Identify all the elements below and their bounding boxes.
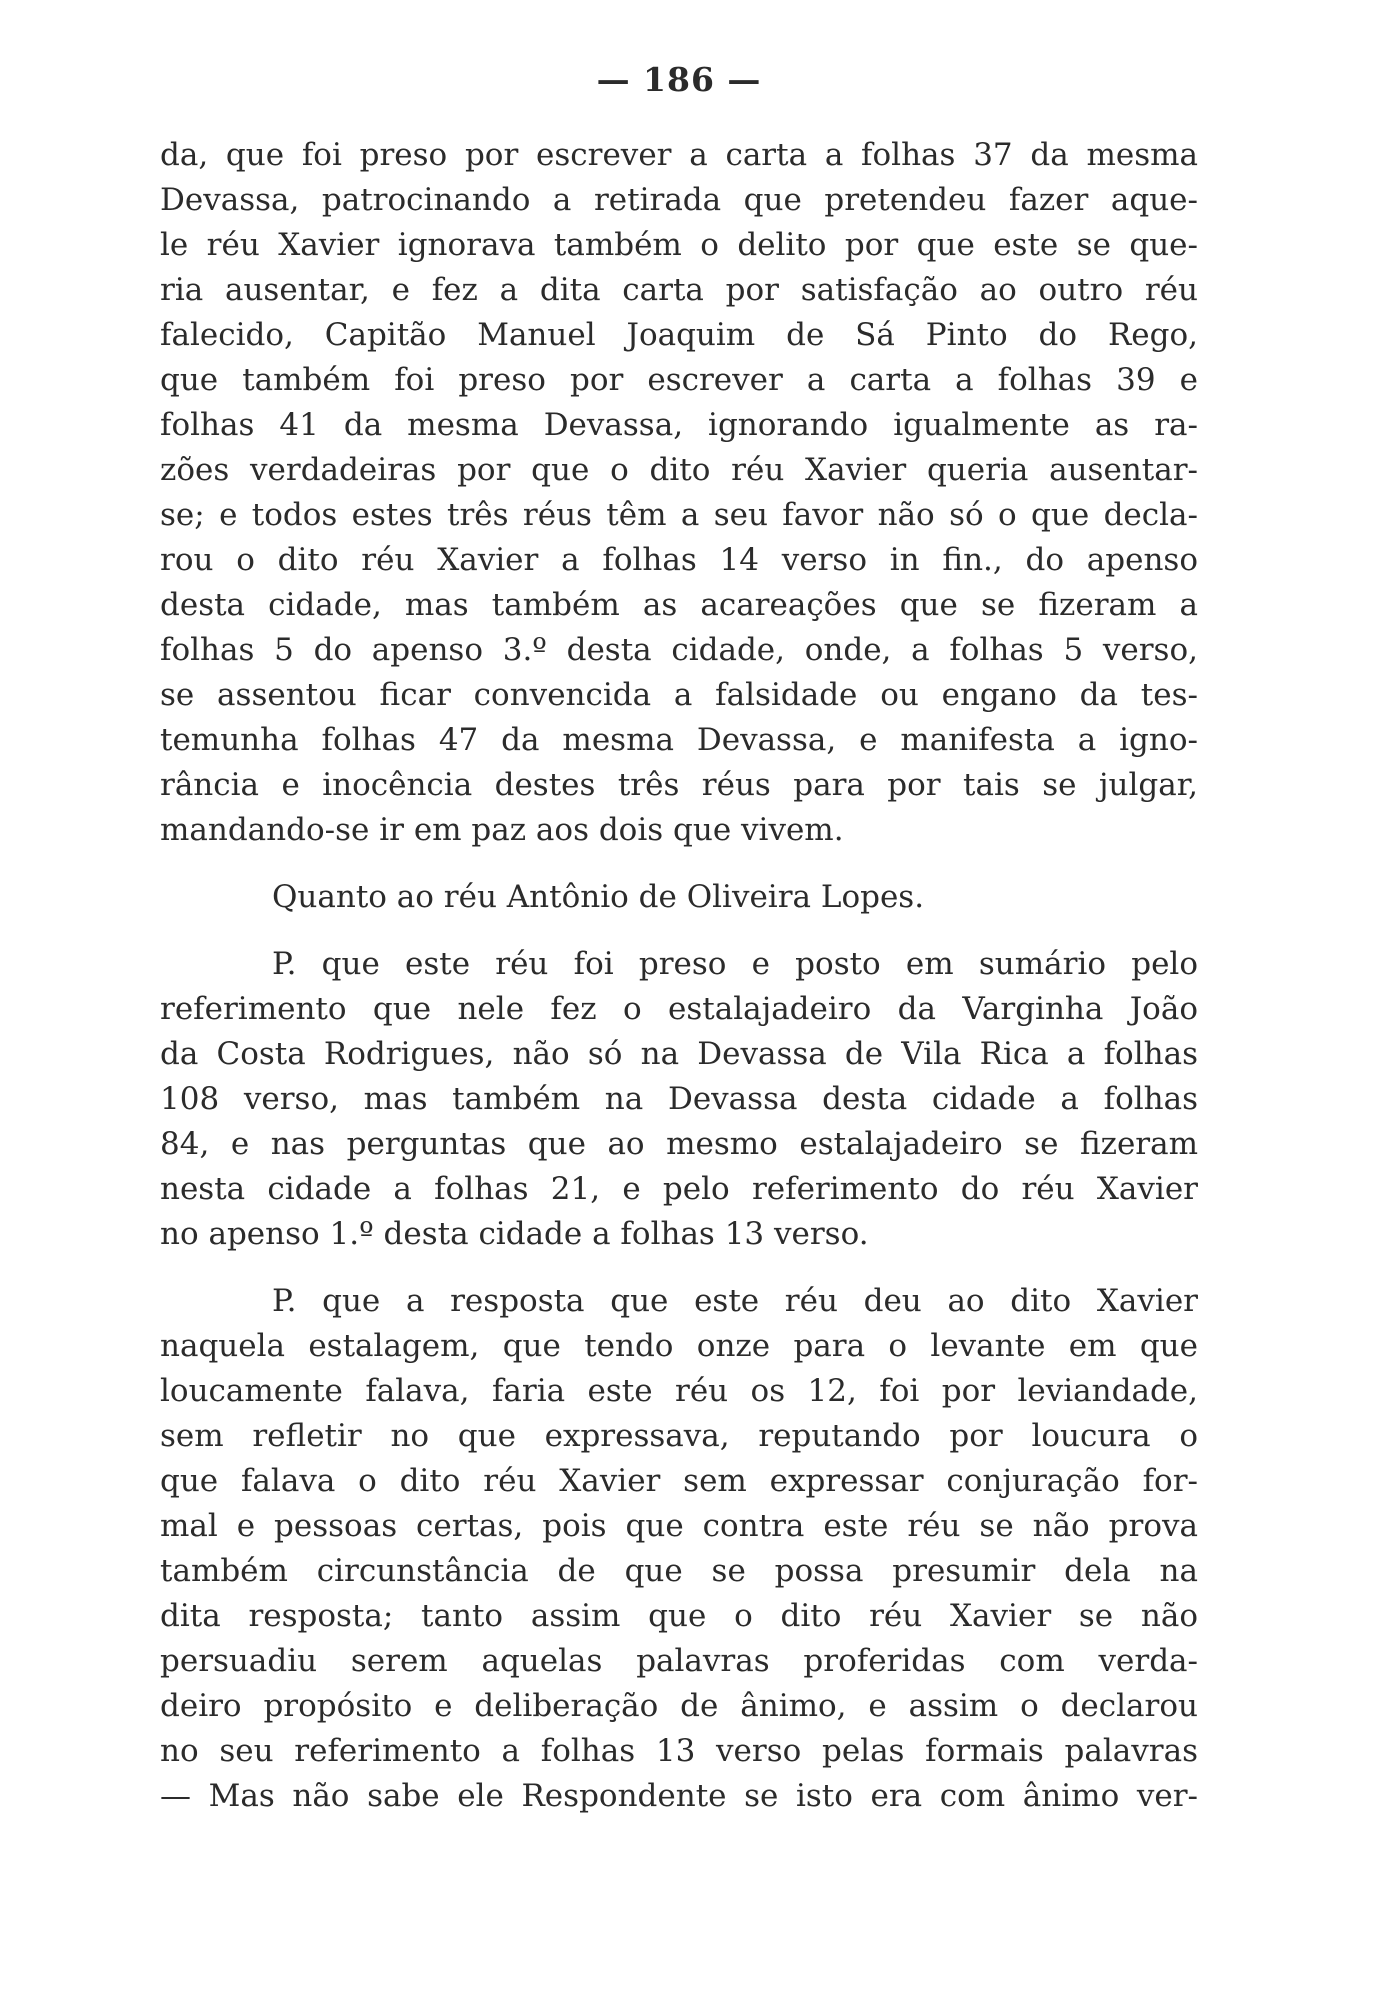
text-line: temunha folhas 47 da mesma Devassa, e manifesta a igno- xyxy=(160,722,1198,758)
text-line: mal e pessoas certas, pois que contra este réu se não prova xyxy=(160,1508,1198,1544)
paragraph xyxy=(160,1279,1198,1819)
text-line: 84, e nas perguntas que ao mesmo estalajadeiro se fizeram xyxy=(160,1126,1198,1162)
text-line: persuadiu serem aquelas palavras proferidas com verda- xyxy=(160,1643,1198,1679)
text-line: le réu Xavier ignorava também o delito por que este se que- xyxy=(160,227,1198,263)
text-line: que falava o dito réu Xavier sem expressar conjuração for- xyxy=(160,1463,1198,1499)
text-line: que também foi preso por escrever a carta a folhas 39 e xyxy=(160,362,1198,398)
paragraph xyxy=(160,942,1198,1257)
paragraph xyxy=(160,875,1198,920)
text-line: deiro propósito e deliberação de ânimo, e assim o declarou xyxy=(160,1688,1198,1724)
text-line: no seu referimento a folhas 13 verso pelas formais palavras xyxy=(160,1733,1198,1769)
text-line: naquela estalagem, que tendo onze para o levante em que xyxy=(160,1328,1198,1364)
page-number: — 186 — xyxy=(596,60,762,99)
text-line: loucamente falava, faria este réu os 12, foi por leviandade, xyxy=(160,1373,1198,1409)
text-line: P. que este réu foi preso e posto em sumário pelo xyxy=(272,946,1198,982)
text-line: referimento que nele fez o estalajadeiro da Varginha João xyxy=(160,991,1198,1027)
text-line: nesta cidade a folhas 21, e pelo referimento do réu Xavier xyxy=(160,1171,1198,1207)
text-line: se; e todos estes três réus têm a seu favor não só o que decla- xyxy=(160,497,1198,533)
text-line: Devassa, patrocinando a retirada que pretendeu fazer aque- xyxy=(160,182,1198,218)
text-line: falecido, Capitão Manuel Joaquim de Sá Pinto do Rego, xyxy=(160,317,1198,353)
document-page xyxy=(160,60,1198,1819)
text-line: da, que foi preso por escrever a carta a folhas 37 da mesma xyxy=(160,137,1198,173)
paragraph-gap xyxy=(160,853,1198,875)
text-line: ria ausentar, e fez a dita carta por satisfação ao outro réu xyxy=(160,272,1198,308)
text-line: zões verdadeiras por que o dito réu Xavier queria ausentar- xyxy=(160,452,1198,488)
text-line: se assentou ficar convencida a falsidade ou engano da tes- xyxy=(160,677,1198,713)
text-line: também circunstância de que se possa presumir dela na xyxy=(160,1553,1198,1589)
text-line: 108 verso, mas também na Devassa desta cidade a folhas xyxy=(160,1081,1198,1117)
text-line: sem refletir no que expressava, reputando por loucura o xyxy=(160,1418,1198,1454)
section-heading: Quanto ao réu Antônio de Oliveira Lopes. xyxy=(272,879,925,915)
paragraph xyxy=(160,133,1198,853)
text-line: P. que a resposta que este réu deu ao dito Xavier xyxy=(272,1283,1198,1319)
text-line: rância e inocência destes três réus para por tais se julgar, xyxy=(160,767,1198,803)
text-line: — Mas não sabe ele Respondente se isto era com ânimo ver- xyxy=(160,1778,1198,1814)
text-line: folhas 41 da mesma Devassa, ignorando igualmente as ra- xyxy=(160,407,1198,443)
text-line: no apenso 1.º desta cidade a folhas 13 verso. xyxy=(160,1216,869,1252)
text-line: folhas 5 do apenso 3.º desta cidade, onde, a folhas 5 verso, xyxy=(160,632,1198,668)
text-line: desta cidade, mas também as acareações que se fizeram a xyxy=(160,587,1198,623)
text-line: mandando-se ir em paz aos dois que vivem. xyxy=(160,812,844,848)
text-line: dita resposta; tanto assim que o dito réu Xavier se não xyxy=(160,1598,1198,1634)
paragraph-gap xyxy=(160,1257,1198,1279)
paragraph-gap xyxy=(160,920,1198,942)
text-line: rou o dito réu Xavier a folhas 14 verso in fin., do apenso xyxy=(160,542,1198,578)
text-line: da Costa Rodrigues, não só na Devassa de Vila Rica a folhas xyxy=(160,1036,1198,1072)
